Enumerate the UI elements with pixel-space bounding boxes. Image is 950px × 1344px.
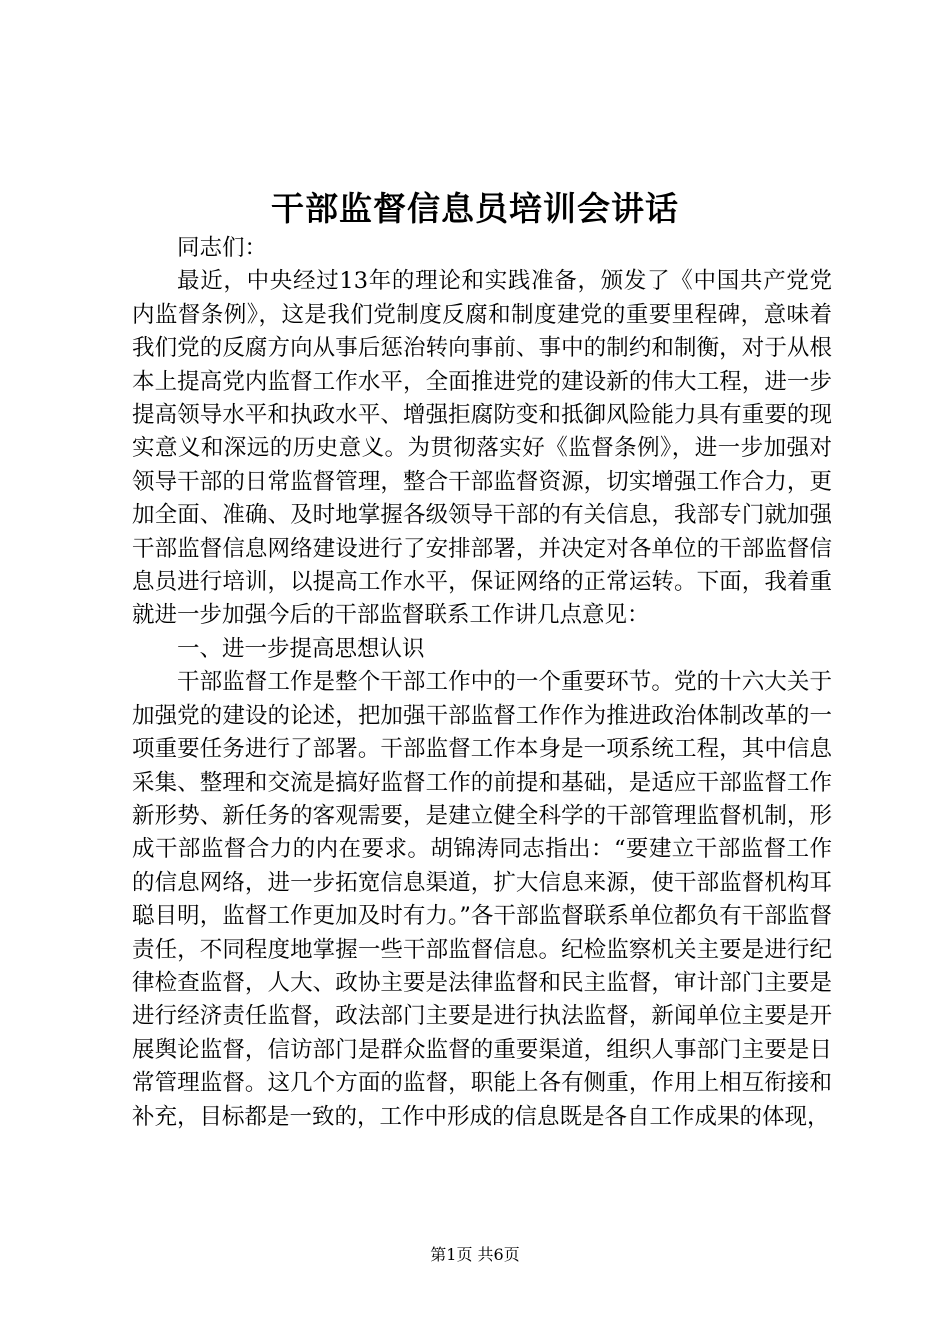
section-heading: 一、进一步提高思想认识 [177,635,425,662]
document-body [132,232,832,1134]
body-paragraph: 最近，中央经过13年的理论和实践准备，颁发了《中国共产党党内监督条例》，这是我们党制度反腐和制度建党的重要里程碑，意味着我们党的反腐方向从事后惩治转向事前、事中的制约和制衡，对于从根本上提高党内监督工作水平，全面推进党的建设新的伟大工程，进一步提高领导水平和执政水平、增强拒腐防变和抵御风险能力具有重要的现实意义和深远的历史意义。为贯彻落实好《监督条例》，进一步加强对领导干部的日常监督管理，整合干部监督资源，切实增强工作合力，更加全面、准确、及时地掌握各级领导干部的有关信息，我部专门就加强干部监督信息网络建设进行了安排部署，并决定对各单位的干部监督信息员进行培训，以提高工作水平，保证网络的正常运转。下面，我着重就进一步加强今后的干部监督联系工作讲几点意见： [132,268,832,629]
document-title: 干部监督信息员培训会讲话 [271,189,679,228]
body-paragraph: 干部监督工作是整个干部工作中的一个重要环节。党的十六大关于加强党的建设的论述，把加强干部监督工作作为推进政治体制改革的一项重要任务进行了部署。干部监督工作本身是一项系统工程，其中信息采集、整理和交流是搞好监督工作的前提和基础，是适应干部监督工作新形势、新任务的客观需要，是建立健全科学的干部管理监督机制，形成干部监督合力的内在要求。胡锦涛同志指出：“要建立干部监督工作的信息网络，进一步拓宽信息渠道，扩大信息来源，使干部监督机构耳聪目明，监督工作更加及时有力。”各干部监督联系单位都负有干部监督责任，不同程度地掌握一些干部监督信息。纪检监察机关主要是进行纪律检查监督，人大、政协主要是法律监督和民主监督，审计部门主要是进行经济责任监督，政法部门主要是进行执法监督，新闻单位主要是开展舆论监督，信访部门是群众监督的重要渠道，组织人事部门主要是日常管理监督。这几个方面的监督，职能上各有侧重，作用上相互衔接和补充，目标都是一致的，工作中形成的信息既是各自工作成果的体现， [132,669,832,1130]
page-footer: 第1页 共6页 [430,1245,520,1264]
salutation: 同志们： [177,235,268,261]
